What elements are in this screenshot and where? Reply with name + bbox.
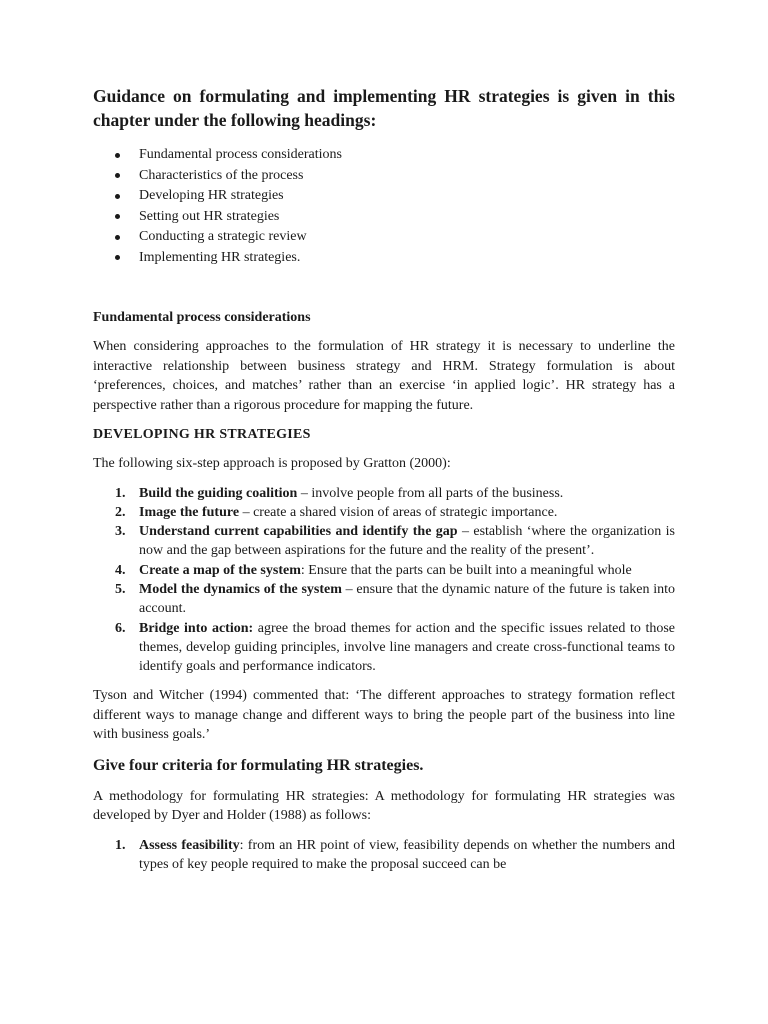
list-item — [93, 207, 675, 228]
list-item-text: Developing HR strategies — [139, 188, 284, 203]
step-lead: Build the guiding coalition — [139, 485, 298, 501]
fundamental-paragraph: When considering approaches to the formulation of HR strategy it is necessary to underline the interactive relationship between business strategy and HRM. Strategy formulation is about ‘preferences, choices, and matches’ rather than an exercise ‘in applied logic’. HR strategy has a perspective rather than a rigorous procedure for mapping the future. — [93, 339, 675, 413]
list-item — [93, 186, 675, 207]
list-item-text: Setting out HR strategies — [139, 208, 280, 224]
list-item — [93, 561, 675, 580]
list-item — [93, 522, 675, 561]
step-lead: Assess feasibility — [139, 837, 240, 853]
intro-heading: Guidance on formulating and implementing HR strategies is given in this chapter under the following headings: — [93, 86, 675, 130]
step-text: : from an HR point of view, feasibility depends on whether the numbers and types of key people required to make the proposal succeed can be — [139, 837, 675, 873]
steps-list — [93, 484, 675, 677]
step-lead: Create a map of the system — [139, 562, 301, 578]
list-item — [93, 227, 675, 248]
bullet-icon — [115, 235, 120, 240]
list-item — [93, 619, 675, 677]
list-item — [93, 248, 675, 269]
page-content — [93, 84, 675, 885]
list-item-text: Implementing HR strategies. — [139, 249, 301, 265]
criteria-intro: A methodology for formulating HR strategies: A methodology for formulating HR strategies was developed by Dyer and Holder (1988) as follows: — [93, 788, 675, 824]
step-lead: Image the future — [139, 504, 240, 520]
bullet-icon — [115, 255, 120, 260]
step-text: – create a shared vision of areas of strategic importance. — [239, 504, 558, 520]
criteria-list — [93, 836, 675, 875]
headings-list — [93, 145, 675, 268]
step-text: agree the broad themes for action and the specific issues related to those themes, develop guiding principles, involve line managers and create cross-functional teams to identify goals and performance indicators. — [139, 620, 675, 675]
step-text: – ensure that the dynamic nature of the future is taken into account. — [139, 581, 676, 617]
step-lead: Bridge into action: — [139, 620, 254, 636]
step-number: 1. — [115, 837, 126, 853]
question-heading: Give four criteria for formulating HR strategies. — [93, 756, 424, 774]
step-lead: Model the dynamics of the system — [139, 581, 342, 597]
list-item-text: Characteristics of the process — [139, 167, 304, 183]
list-item — [93, 484, 675, 503]
bullet-icon — [115, 173, 120, 178]
bullet-icon — [115, 194, 120, 199]
step-number: 2. — [115, 504, 126, 520]
list-item — [93, 145, 675, 166]
section-heading-developing: DEVELOPING HR STRATEGIES — [93, 427, 311, 442]
step-text: – establish ‘where the organization is now and the gap between aspirations for the future and the reality of the present’. — [139, 524, 675, 559]
bullet-icon — [115, 153, 120, 158]
list-item — [93, 166, 675, 187]
step-text: – involve people from all parts of the business. — [297, 485, 564, 501]
step-number: 1. — [115, 485, 126, 501]
list-item-text: Fundamental process considerations — [139, 147, 342, 162]
step-number: 4. — [115, 562, 126, 578]
list-item — [93, 836, 675, 875]
developing-intro: The following six-step approach is proposed by Gratton (2000): — [93, 456, 451, 471]
step-number: 6. — [115, 620, 126, 636]
list-item-text: Conducting a strategic review — [139, 229, 307, 244]
list-item — [93, 503, 675, 522]
bullet-icon — [115, 214, 120, 219]
section-heading-fundamental: Fundamental process considerations — [93, 310, 311, 325]
list-item — [93, 580, 675, 619]
step-text: : Ensure that the parts can be built into a meaningful whole — [300, 562, 632, 578]
step-number: 3. — [115, 524, 126, 540]
quote-paragraph: Tyson and Witcher (1994) commented that: ‘The different approaches to strategy formation reflect different ways to manage change and different ways to bring the people part of the business into line with business goals.’ — [93, 688, 675, 743]
step-lead: Understand current capabilities and identify the gap — [139, 524, 458, 540]
step-number: 5. — [115, 581, 126, 597]
